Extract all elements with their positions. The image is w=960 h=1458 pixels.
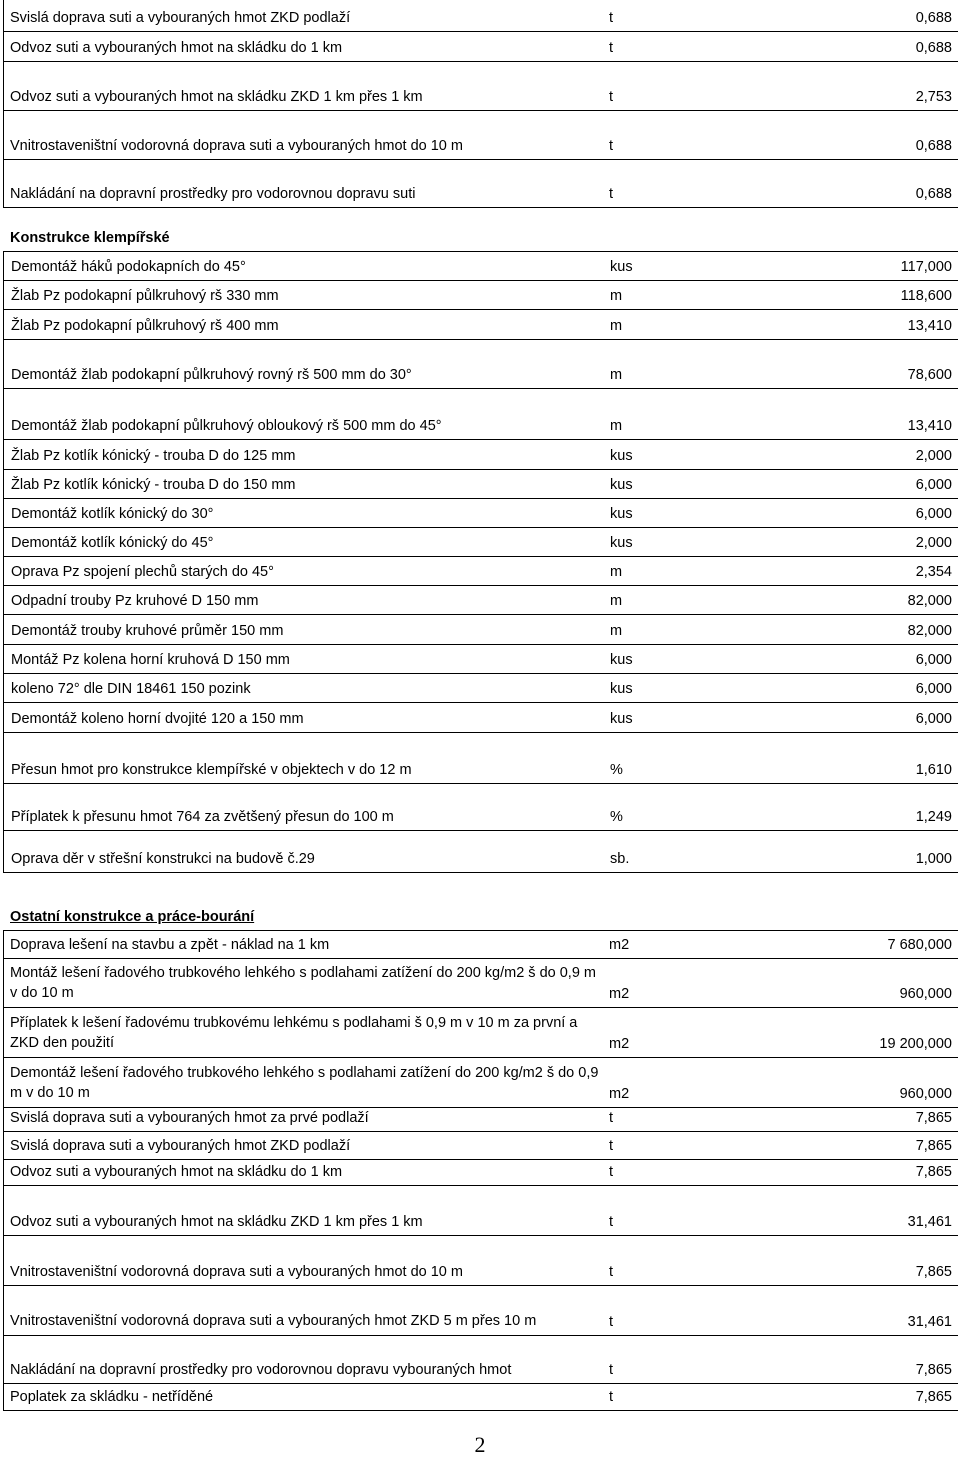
table-row <box>3 1058 958 1108</box>
item-description: Svislá doprava suti a vybouraných hmot ZKD podlaží <box>10 1138 351 1154</box>
item-unit: t <box>609 186 614 202</box>
table-row <box>3 733 958 784</box>
item-quantity: 7,865 <box>915 1362 952 1378</box>
table-left-border <box>3 0 4 208</box>
table-row <box>3 1236 958 1286</box>
table-row <box>3 831 958 873</box>
item-description: Demontáž trouby kruhové průměr 150 mm <box>11 623 284 639</box>
item-unit: % <box>610 809 623 825</box>
item-description: Žlab Pz kotlík kónický - trouba D do 125 mm <box>11 448 296 464</box>
table-row <box>3 645 958 674</box>
item-description: Přesun hmot pro konstrukce klempířské v objektech v do 12 m <box>11 762 412 778</box>
item-unit: t <box>609 10 614 26</box>
item-description: Svislá doprava suti a vybouraných hmot ZKD podlaží <box>10 10 351 26</box>
item-unit: t <box>609 1164 614 1180</box>
table-row <box>3 1008 958 1058</box>
item-description: Nakládání na dopravní prostředky pro vodorovnou dopravu suti <box>10 186 416 202</box>
item-unit: m <box>610 367 623 383</box>
item-unit: t <box>609 1110 614 1126</box>
item-description: Žlab Pz kotlík kónický - trouba D do 150 mm <box>11 477 296 493</box>
item-unit: m2 <box>609 986 630 1002</box>
item-quantity: 117,000 <box>900 259 952 275</box>
item-description: Svislá doprava suti a vybouraných hmot za prvé podlaží <box>10 1110 369 1126</box>
item-quantity: 1,000 <box>915 851 952 867</box>
item-unit: t <box>609 1314 614 1330</box>
table-row <box>3 586 958 615</box>
item-unit: t <box>609 40 614 56</box>
table-row <box>3 470 958 499</box>
item-unit: kus <box>610 506 633 522</box>
table-row <box>3 208 958 252</box>
item-description: Nakládání na dopravní prostředky pro vodorovnou dopravu vybouraných hmot <box>10 1362 512 1378</box>
table-row <box>3 873 958 931</box>
item-description: Odpadní trouby Pz kruhové D 150 mm <box>11 593 259 609</box>
table-row <box>3 281 958 310</box>
item-description: Montáž Pz kolena horní kruhová D 150 mm <box>11 652 290 668</box>
item-quantity: 13,410 <box>907 318 952 334</box>
item-unit: m <box>610 564 623 580</box>
item-unit: t <box>609 1362 614 1378</box>
item-description: Odvoz suti a vybouraných hmot na skládku ZKD 1 km přes 1 km <box>10 89 423 105</box>
item-quantity: 0,688 <box>915 10 952 26</box>
item-quantity: 1,249 <box>915 809 952 825</box>
item-description: Demontáž kotlík kónický do 30° <box>11 506 214 522</box>
table-row <box>3 252 958 281</box>
item-quantity: 2,000 <box>915 448 952 464</box>
item-unit: kus <box>610 448 633 464</box>
item-description: Odvoz suti a vybouraných hmot na skládku do 1 km <box>10 40 343 56</box>
table-row <box>3 440 958 470</box>
table-row <box>3 0 958 32</box>
item-description: Poplatek za skládku - netříděné <box>10 1389 214 1405</box>
table-row <box>3 1336 958 1384</box>
item-unit: kus <box>610 681 633 697</box>
item-description: Doprava lešení na stavbu a zpět - náklad na 1 km <box>10 937 330 953</box>
table-row <box>3 1286 958 1336</box>
item-quantity: 13,410 <box>907 418 952 434</box>
page-number: 2 <box>474 1432 486 1457</box>
item-quantity: 2,000 <box>915 535 952 551</box>
item-description: Demontáž žlab podokapní půlkruhový rovný rš 500 mm do 30° <box>11 367 412 383</box>
item-description: Vnitrostaveništní vodorovná doprava suti a vybouraných hmot do 10 m <box>10 138 463 154</box>
table-row <box>3 784 958 831</box>
table-row <box>3 62 958 111</box>
section-heading: Ostatní konstrukce a práce-bourání <box>10 909 255 925</box>
item-unit: t <box>609 1138 614 1154</box>
table-row <box>3 499 958 528</box>
item-unit: t <box>609 138 614 154</box>
table-row <box>3 959 958 1008</box>
item-quantity: 0,688 <box>915 186 952 202</box>
item-description: Oprava děr v střešní konstrukci na budově č.29 <box>11 851 315 867</box>
item-quantity: 7,865 <box>915 1264 952 1280</box>
table-row <box>3 340 958 389</box>
item-description: koleno 72° dle DIN 18461 150 pozink <box>11 681 251 697</box>
item-unit: kus <box>610 259 633 275</box>
item-description: Odvoz suti a vybouraných hmot na skládku ZKD 1 km přes 1 km <box>10 1214 423 1230</box>
item-description: Demontáž koleno horní dvojité 120 a 150 mm <box>11 711 304 727</box>
item-unit: m2 <box>609 1036 630 1052</box>
item-description: Demontáž háků podokapních do 45° <box>11 259 246 275</box>
item-description: Vnitrostaveništní vodorovná doprava suti a vybouraných hmot do 10 m <box>10 1264 463 1280</box>
item-description: Oprava Pz spojení plechů starých do 45° <box>11 564 274 580</box>
item-quantity: 0,688 <box>915 138 952 154</box>
item-unit: m2 <box>609 1086 630 1102</box>
item-quantity: 6,000 <box>915 477 952 493</box>
item-unit: kus <box>610 535 633 551</box>
table-left-border <box>3 931 4 1411</box>
item-description: Příplatek k lešení řadovému trubkovému lehkému s podlahami š 0,9 m v 10 m za první a ZKD den použití <box>10 1015 578 1051</box>
item-quantity: 2,753 <box>915 89 952 105</box>
item-unit: kus <box>610 711 633 727</box>
item-unit: m2 <box>609 937 630 953</box>
item-unit: t <box>609 89 614 105</box>
item-quantity: 2,354 <box>915 564 952 580</box>
item-unit: t <box>609 1214 614 1230</box>
item-quantity: 31,461 <box>907 1214 952 1230</box>
item-description: Demontáž kotlík kónický do 45° <box>11 535 214 551</box>
item-quantity: 6,000 <box>915 681 952 697</box>
item-unit: kus <box>610 477 633 493</box>
table-row <box>3 703 958 733</box>
item-unit: m <box>610 418 623 434</box>
table-row <box>3 557 958 586</box>
section-heading: Konstrukce klempířské <box>10 230 170 246</box>
item-description: Příplatek k přesunu hmot 764 za zvětšený přesun do 100 m <box>11 809 394 825</box>
item-quantity: 1,610 <box>915 762 952 778</box>
table-row <box>3 1384 958 1411</box>
table-row <box>3 32 958 62</box>
item-description: Žlab Pz podokapní půlkruhový rš 330 mm <box>11 288 279 304</box>
item-unit: m <box>610 288 623 304</box>
table-row <box>3 1108 958 1132</box>
item-description: Odvoz suti a vybouraných hmot na skládku do 1 km <box>10 1164 343 1180</box>
item-quantity: 7,865 <box>915 1389 952 1405</box>
table-row <box>3 160 958 208</box>
item-quantity: 6,000 <box>915 711 952 727</box>
item-quantity: 19 200,000 <box>879 1036 952 1052</box>
item-quantity: 6,000 <box>915 652 952 668</box>
item-quantity: 960,000 <box>899 1086 952 1102</box>
item-description: Žlab Pz podokapní půlkruhový rš 400 mm <box>11 318 279 334</box>
table-row <box>3 310 958 340</box>
item-quantity: 31,461 <box>907 1314 952 1330</box>
table-row <box>3 111 958 160</box>
item-quantity: 82,000 <box>907 593 952 609</box>
table-row <box>3 1160 958 1186</box>
item-unit: % <box>610 762 623 778</box>
table-row <box>3 528 958 557</box>
table-row <box>3 1186 958 1236</box>
item-quantity: 7,865 <box>915 1110 952 1126</box>
item-quantity: 0,688 <box>915 40 952 56</box>
item-quantity: 7,865 <box>915 1138 952 1154</box>
table-row <box>3 931 958 959</box>
item-description: Montáž lešení řadového trubkového lehkého s podlahami zatížení do 200 kg/m2 š do 0,9 m v do 10 m <box>10 965 596 1001</box>
item-quantity: 960,000 <box>899 986 952 1002</box>
item-quantity: 118,600 <box>900 288 952 304</box>
item-description: Vnitrostaveništní vodorovná doprava suti a vybouraných hmot ZKD 5 m přes 10 m <box>10 1313 537 1329</box>
item-quantity: 78,600 <box>907 367 952 383</box>
item-quantity: 7 680,000 <box>887 937 952 953</box>
item-unit: m <box>610 318 623 334</box>
item-unit: kus <box>610 652 633 668</box>
item-quantity: 82,000 <box>907 623 952 639</box>
item-unit: sb. <box>610 851 630 867</box>
table-row <box>3 389 958 440</box>
item-unit: t <box>609 1264 614 1280</box>
item-quantity: 6,000 <box>915 506 952 522</box>
item-unit: m <box>610 623 623 639</box>
item-unit: m <box>610 593 623 609</box>
table-row <box>3 615 958 645</box>
table-row <box>3 674 958 703</box>
item-unit: t <box>609 1389 614 1405</box>
table-row <box>3 1132 958 1160</box>
item-description: Demontáž žlab podokapní půlkruhový obloukový rš 500 mm do 45° <box>11 418 442 434</box>
item-description: Demontáž lešení řadového trubkového lehkého s podlahami zatížení do 200 kg/m2 š do 0,9 m v do 10 m <box>10 1065 599 1101</box>
item-quantity: 7,865 <box>915 1164 952 1180</box>
